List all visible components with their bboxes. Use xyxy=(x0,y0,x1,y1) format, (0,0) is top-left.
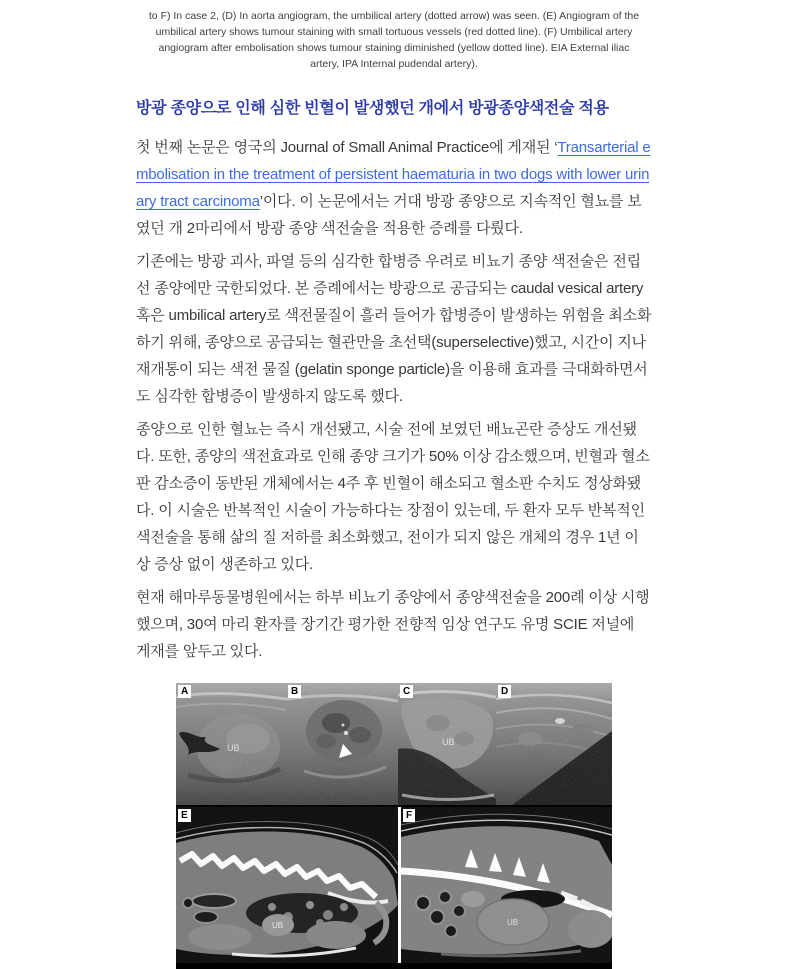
paragraph-1 xyxy=(136,134,652,242)
figure-caption: to F) In case 2, (D) In aorta angiogram, the umbilical artery (dotted arrow) was seen. (E) Angiogram of the umbilical artery shows tumour staining with small tortuous vessels (red dotted line). (F) Umbilical artery angiogram after embolisation shows tumour staining diminished (yellow dotted line). EIA External iliac artery, IPA Internal pudendal artery). xyxy=(148,10,640,70)
panel-label-d: D xyxy=(498,685,511,698)
panel-label-c: C xyxy=(400,685,413,698)
ub-annotation: UB xyxy=(227,743,240,753)
paragraph-1-lead: 첫 번째 논문은 영국의 Journal of Small Animal Practice에 게재된 ‘ xyxy=(136,139,558,156)
ultrasound-image-a xyxy=(176,683,286,805)
article-heading: 방광 종양으로 인해 심한 빈혈이 발생했던 개에서 방광종양색전술 적용 xyxy=(136,100,609,117)
ultrasound-image-c xyxy=(398,683,496,805)
ct-panel-e xyxy=(176,807,398,963)
panel-label-b: B xyxy=(288,685,301,698)
ub-annotation: UB xyxy=(442,737,455,747)
ct-image-e xyxy=(176,807,398,963)
medical-figure xyxy=(176,683,612,969)
ultrasound-panel-a xyxy=(176,683,286,805)
ultrasound-panel-c xyxy=(398,683,496,805)
ultrasound-row xyxy=(176,683,612,805)
ub-annotation: UB xyxy=(507,918,519,927)
article-page xyxy=(136,0,652,969)
journal-article-link[interactable]: Transarterial embolisation in the treatment of persistent haematuria in two dogs with lower urinary tract carcinoma xyxy=(136,139,651,210)
ultrasound-image-d xyxy=(496,683,612,805)
ultrasound-panel-d xyxy=(496,683,612,805)
panel-label-a: A xyxy=(178,685,191,698)
paragraph-2: 기존에는 방광 괴사, 파열 등의 심각한 합병증 우려로 비뇨기 종양 색전술은 전립선 종양에만 국한되었다. 본 증례에서는 방광으로 공급되는 caudal vesical artery 혹은 umbilical artery로 색전물질이 흘러 들어가 합병증이 발생하는 위험을 최소화하기 위해, 종양으로 공급되는 혈관만을 초선택(superselective)했고, 시간이 지나 재개통이 되는 색전 물질 (gelatin sponge particle)을 이용해 효과를 극대화하면서도 심각한 합병증이 발생하지 않도록 했다. xyxy=(136,253,652,405)
panel-label-f: F xyxy=(403,809,415,822)
ct-image-f xyxy=(401,807,612,963)
paragraph-4: 현재 해마루동물병원에서는 하부 비뇨기 종양에서 종양색전술을 200례 이상 시행했으며, 30여 마리 환자를 장기간 평가한 전향적 임상 연구도 유명 SCIE 저널에 게재를 앞두고 있다. xyxy=(136,589,650,660)
ct-panel-f xyxy=(401,807,612,963)
panel-label-e: E xyxy=(178,809,191,822)
ultrasound-image-b xyxy=(286,683,398,805)
paragraph-3: 종양으로 인한 혈뇨는 즉시 개선됐고, 시술 전에 보였던 배뇨곤란 증상도 개선됐다. 또한, 종양의 색전효과로 인해 종양 크기가 50% 이상 감소했으며, 빈혈과 혈소판 감소증이 동반된 개체에서는 4주 후 빈혈이 해소되고 혈소판 수치도 정상화됐다. 이 시술은 반복적인 시술이 가능하다는 장점이 있는데, 두 환자 모두 반복적인 색전술을 통해 삶의 질 저하를 최소화했고, 전이가 되지 않은 개체의 경우 1년 이상 증상 없이 생존하고 있다. xyxy=(136,421,650,573)
ultrasound-panel-b xyxy=(286,683,398,805)
ub-annotation: UB xyxy=(272,921,284,930)
ct-row xyxy=(176,807,612,963)
paragraph-1-tail: ’이다. 이 논문에서는 거대 방광 종양으로 지속적인 혈뇨를 보였던 개 2마리에서 방광 종양 색전술을 적용한 증례를 다뤘다. xyxy=(136,193,642,237)
